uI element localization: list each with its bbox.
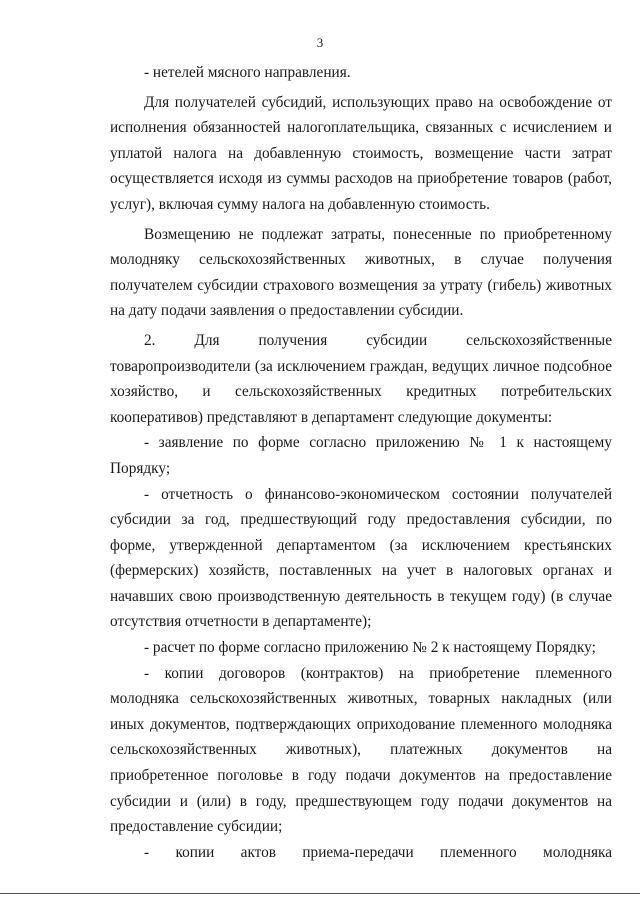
list-item-calculation: - расчет по форме согласно приложению № 2 к настоящему Порядку; bbox=[144, 639, 596, 657]
page-number: 3 bbox=[316, 35, 324, 50]
paragraph-heifers-meat: - нетелей мясного направления. bbox=[144, 64, 351, 81]
list-item-financial-report: - отчетность о финансово-экономическом состоянии получателей субсидии за год, предшествующий году предоставления субсидии, по форме, утвержденной департаментом (за исключением крестьянских (фермерских) хозяйств, поставленных на учет в налоговых органах и начавших свою производственную деятельность в текущем году) (в случае отсутствия отчетности в департаменте); bbox=[110, 485, 612, 631]
paragraph-insurance-exclusion: Возмещению не подлежат затраты, понесенные по приобретенному молодняку сельскохозяйственных животных, в случае получения получателем субсидии страхового возмещения за утрату (гибель) животных на дату подачи заявления о предоставлении субсидии. bbox=[110, 225, 612, 320]
list-item-contract-copies: - копии договоров (контрактов) на приобретение племенного молодняка сельскохозяйственных животных, товарных накладных (или иных документов, подтверждающих оприходование племенного молодняка сельскохозяйственных животных), платежных документов на приобретенное поголовье в году подачи документов на предоставление субсидии и (или) в году, предшествующем году подачи документов на предоставление субсидии; bbox=[110, 664, 612, 836]
list-item-transfer-acts: - копии актов приема-передачи племенного молодняка bbox=[144, 843, 612, 861]
bottom-border-line bbox=[0, 893, 640, 894]
paragraph-vat-exemption: Для получателей субсидий, использующих право на освобождение от исполнения обязанностей налогоплательщика, связанных с исчислением и уплатой налога на добавленную стоимость, возмещение части затрат осуществляется исходя из суммы расходов на приобретение товаров (работ, услуг), включая сумму налога на добавленную стоимость. bbox=[110, 93, 612, 213]
list-item-application: - заявление по форме согласно приложению № 1 к настоящему Порядку; bbox=[110, 434, 612, 477]
paragraph-documents-intro: 2. Для получения субсидии сельскохозяйственные товаропроизводители (за исключением граждан, ведущих личное подсобное хозяйство, и сельскохозяйственных кредитных потребительских кооперативов) представляют в департамент следующие документы: bbox=[110, 331, 612, 426]
document-body bbox=[110, 60, 612, 865]
